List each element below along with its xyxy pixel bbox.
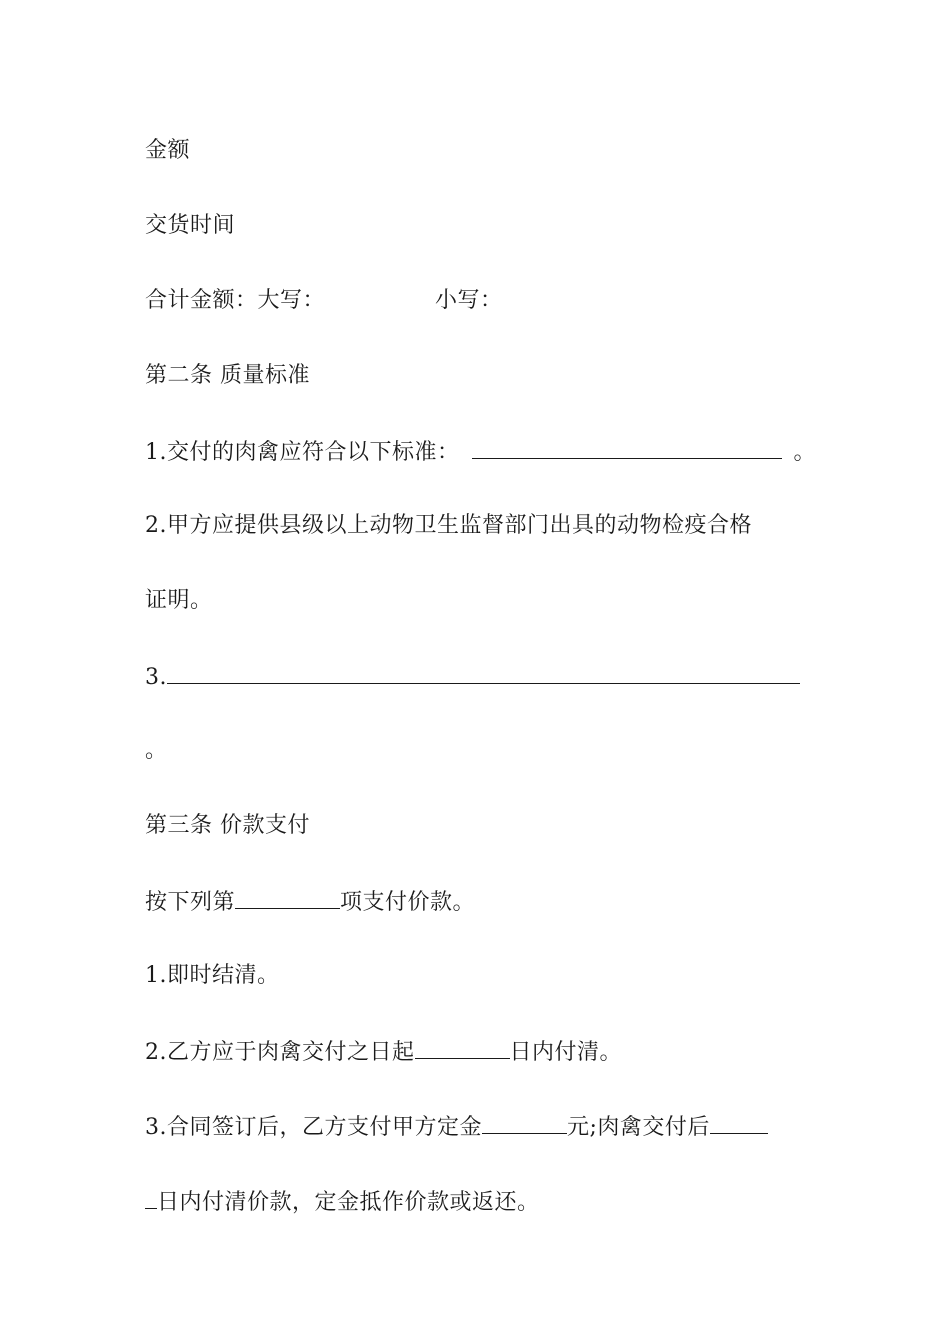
payment-item-1: 1.即时结清。	[145, 963, 280, 988]
payment-item-3-line-1	[145, 1111, 768, 1143]
payment-choice-line	[145, 886, 475, 918]
total-amount-lowercase-label: 小写：	[435, 288, 503, 313]
payment-item-3-line-2	[145, 1186, 540, 1218]
balance-days-blank-continued[interactable]	[145, 1186, 157, 1209]
article-3-title: 第三条 价款支付	[145, 813, 310, 838]
total-amount-line	[145, 286, 503, 316]
quality-item-1	[145, 436, 816, 468]
payment-days-blank[interactable]	[415, 1036, 510, 1059]
total-amount-uppercase-label: 合计金额：大写：	[145, 288, 326, 313]
quality-standard-blank[interactable]	[472, 436, 782, 459]
quality-item-1-text: 1.交付的肉禽应符合以下标准：	[145, 440, 460, 465]
quality-item-1-end: 。	[793, 440, 817, 465]
delivery-time-label: 交货时间	[145, 213, 236, 238]
payment-choice-blank[interactable]	[235, 886, 340, 909]
payment-item-3-middle: 元;肉禽交付后	[567, 1115, 710, 1140]
deposit-amount-blank[interactable]	[482, 1111, 567, 1134]
quality-item-2-line-2: 证明。	[145, 588, 213, 613]
quality-item-3-end: 。	[145, 738, 168, 763]
payment-choice-suffix: 项支付价款。	[340, 890, 476, 915]
payment-item-2-suffix: 日内付清。	[509, 1040, 623, 1065]
payment-item-3-suffix: 日内付清价款，定金抵作价款或返还。	[157, 1190, 540, 1215]
quality-item-2-line-1: 2.甲方应提供县级以上动物卫生监督部门出具的动物检疫合格	[145, 513, 752, 538]
amount-label: 金额	[145, 138, 191, 163]
payment-item-2-prefix: 2.乙方应于肉禽交付之日起	[145, 1040, 415, 1065]
quality-item-3	[145, 661, 800, 693]
article-2-title: 第二条 质量标准	[145, 363, 310, 388]
quality-item-3-number: 3.	[145, 665, 167, 690]
payment-item-3-prefix: 3.合同签订后，乙方支付甲方定金	[145, 1115, 482, 1140]
quality-item-3-blank[interactable]	[167, 661, 800, 684]
payment-choice-prefix: 按下列第	[145, 890, 236, 915]
payment-item-2	[145, 1036, 622, 1068]
balance-days-blank[interactable]	[710, 1111, 768, 1134]
